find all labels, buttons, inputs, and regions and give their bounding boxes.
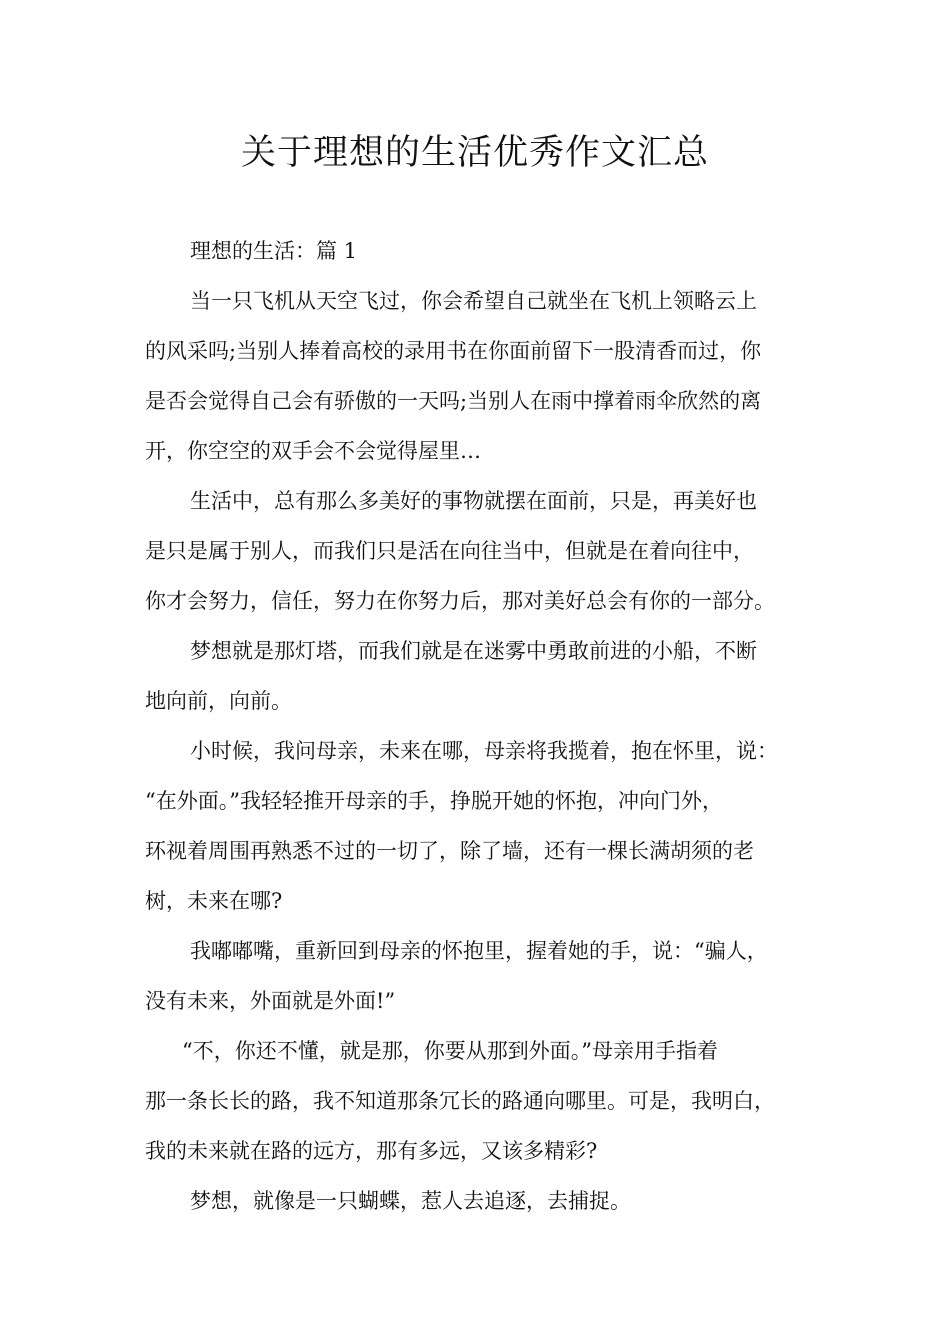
paragraph-line: 开，你空空的双手会不会觉得屋里… bbox=[145, 439, 481, 463]
paragraph-line: 生活中，总有那么多美好的事物就摆在面前，只是，再美好也 bbox=[190, 489, 757, 513]
paragraph-line: 我嘟嘟嘴，重新回到母亲的怀抱里，握着她的手，说：“骗人， bbox=[190, 939, 768, 963]
paragraph-line: 梦想就是那灯塔，而我们就是在迷雾中勇敢前进的小船，不断 bbox=[190, 639, 757, 663]
paragraph-line: “在外面。”我轻轻推开母亲的手，挣脱开她的怀抱，冲向门外， bbox=[145, 789, 723, 813]
paragraph-line: 是否会觉得自己会有骄傲的一天吗;当别人在雨中撑着雨伞欣然的离 bbox=[145, 389, 762, 413]
paragraph-line: 当一只飞机从天空飞过，你会希望自己就坐在飞机上领略云上 bbox=[190, 289, 757, 313]
paragraph-line: 的风采吗;当别人捧着高校的录用书在你面前留下一股清香而过，你 bbox=[145, 339, 762, 363]
paragraph-line: 你才会努力，信任，努力在你努力后，那对美好总会有你的一部分。 bbox=[145, 589, 775, 613]
paragraph-line: 那一条长长的路，我不知道那条冗长的路通向哪里。可是，我明白， bbox=[145, 1089, 775, 1113]
paragraph-line: 梦想，就像是一只蝴蝶，惹人去追逐，去捕捉。 bbox=[190, 1189, 631, 1213]
paragraph-line: 地向前，向前。 bbox=[145, 689, 292, 713]
paragraph-line: 小时候，我问母亲，未来在哪，母亲将我揽着，抱在怀里，说： bbox=[190, 739, 778, 763]
paragraph-line: “不，你还不懂，就是那，你要从那到外面。”母亲用手指着 bbox=[182, 1039, 718, 1063]
paragraph-line: 树，未来在哪? bbox=[145, 889, 283, 913]
paragraph-line: 环视着周围再熟悉不过的一切了，除了墙，还有一棵长满胡须的老 bbox=[145, 839, 754, 863]
document-body bbox=[145, 226, 820, 1226]
paragraph-line: 我的未来就在路的远方，那有多远，又该多精彩? bbox=[145, 1139, 598, 1163]
paragraph-line: 没有未来，外面就是外面!” bbox=[145, 989, 396, 1013]
paragraph-line: 是只是属于别人，而我们只是活在向往当中，但就是在着向往中， bbox=[145, 539, 754, 563]
section-heading: 理想的生活：篇 1 bbox=[190, 239, 358, 263]
document-title: 关于理想的生活优秀作文汇总 bbox=[240, 133, 709, 173]
